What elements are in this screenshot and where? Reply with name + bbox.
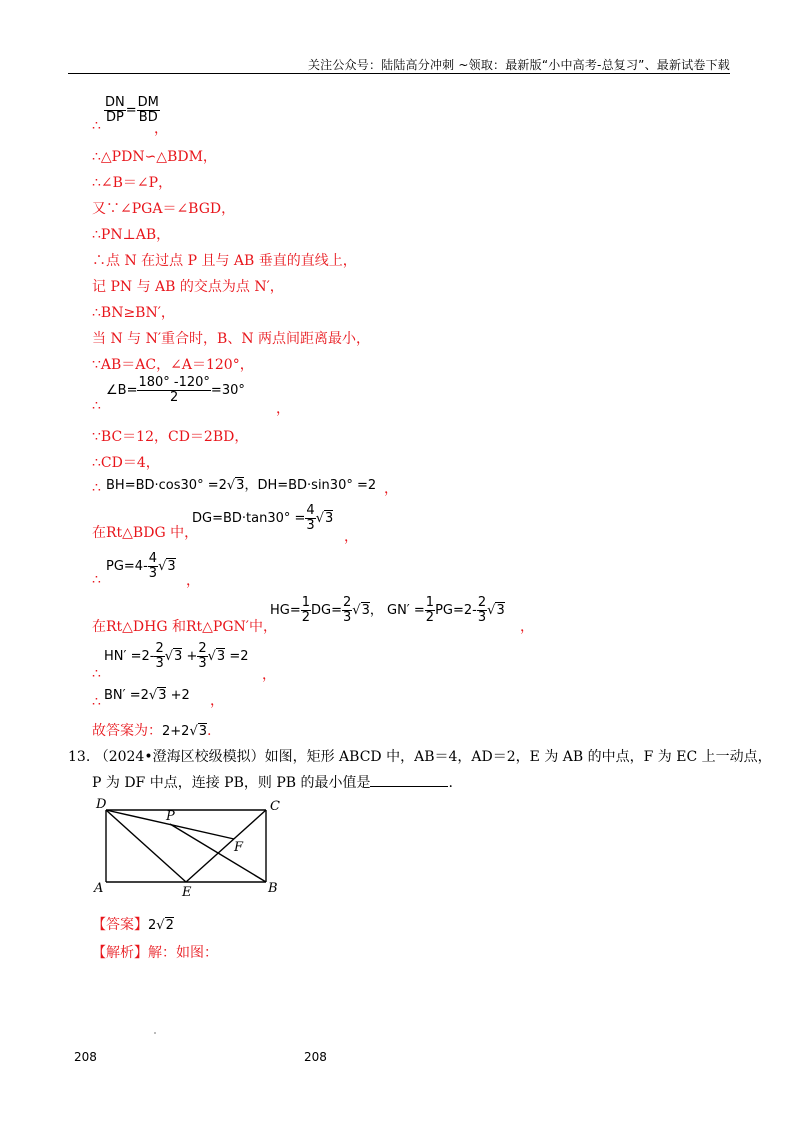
analysis-row: 【解析】解：如图： <box>92 945 218 961</box>
answer-row: 【答案】2√2 <box>92 917 174 933</box>
label-f: F <box>234 840 244 855</box>
fraction: $\frac{4}{3}$ <box>306 503 315 533</box>
solution-line: ∴△PDN∽△BDM， <box>92 149 217 165</box>
bh-dh-equation: BH=BD·cos30° =2√3，DH=BD·sin30° =2 <box>106 478 377 493</box>
solution-line: 在Rt△BDG 中， <box>92 525 199 541</box>
label-b: B <box>268 881 278 896</box>
page-header: 关注公众号：陆陆高分冲刺 ~领取：最新版“小中高考-总复习”、最新试卷下载 <box>307 58 730 72</box>
hn-equation: HN′ =2- $\frac{2}{3}$ √3 + $\frac{2}{3}$ √3 =2 <box>104 641 249 671</box>
solution-line: ∵AB＝AC，∠A＝120°， <box>92 357 254 373</box>
label-c: C <box>270 799 280 814</box>
ratio-equation: $\frac{DN}{DP}$ = $\frac{DM}{BD}$ <box>105 95 159 125</box>
therefore-symbol: ∴ <box>92 480 101 496</box>
answer-blank <box>370 774 448 787</box>
label-a: A <box>94 881 104 896</box>
question-13-line1: 13. （2024•澄海区校级模拟）如图，矩形 ABCD 中，AB＝4，AD＝2，E 为 AB 的中点，F 为 EC 上一动点， <box>68 749 772 765</box>
fraction: $\frac{2}{3}$ <box>198 641 207 671</box>
page-number-center: 208 <box>304 1050 327 1064</box>
fraction: $\frac{2}{3}$ <box>155 641 164 671</box>
solution-line: 当 N 与 N′重合时，B、N 两点间距离最小， <box>92 331 371 347</box>
pg-equation: PG=4- $\frac{4}{3}$ √3 <box>106 551 176 581</box>
solution-line: 记 PN 与 AB 的交点为点 N′， <box>92 279 284 295</box>
page-number-left: 208 <box>74 1050 97 1064</box>
solution-line: 又∵∠PGA＝∠BGD， <box>92 201 236 217</box>
speck <box>154 1032 156 1034</box>
fraction: $\frac{180^\circ -120^\circ}{2}$ <box>138 375 210 405</box>
solution-line: ∴BN≥BN′， <box>92 305 175 321</box>
fraction: $\frac{2}{3}$ <box>477 595 487 625</box>
solution-line: ∴PN⊥AB， <box>92 227 171 243</box>
dg-equation: DG=BD·tan30° = $\frac{4}{3}$ √3 <box>192 503 334 533</box>
fraction: $\frac{DM}{BD}$ <box>137 95 159 125</box>
fraction: $\frac{2}{3}$ <box>343 595 352 625</box>
label-e: E <box>182 885 192 898</box>
segment-ec <box>186 810 266 882</box>
fraction: $\frac{DN}{DP}$ <box>105 95 125 125</box>
header-rule <box>68 73 730 74</box>
fraction: $\frac{4}{3}$ <box>148 551 158 581</box>
therefore-symbol: ∴ <box>92 572 101 588</box>
fraction: $\frac{1}{2}$ <box>301 595 311 625</box>
therefore-symbol: ∴ <box>92 694 101 710</box>
label-p: P <box>166 809 175 824</box>
therefore-symbol: ∴ <box>92 398 101 414</box>
answer-line: 故答案为：2+2√3. <box>92 723 212 739</box>
solution-line: ∵BC＝12，CD＝2BD， <box>92 429 249 445</box>
solution-line: ∴CD＝4， <box>92 455 160 471</box>
solution-line: ∴点 N 在过点 P 且与 AB 垂直的直线上， <box>92 253 357 269</box>
solution-line: ∴ ， <box>92 118 168 137</box>
segment-pb <box>170 824 266 882</box>
angle-equation: ∠B= $\frac{180^\circ -120^\circ}{2}$ =30° <box>106 375 245 405</box>
question-13-line2: P 为 DF 中点，连接 PB，则 PB 的最小值是 . <box>92 775 453 791</box>
solution-line: 在Rt△DHG 和Rt△PGN′中， <box>92 619 277 635</box>
bn-equation: BN′ =2√3 +2 <box>104 688 190 703</box>
solution-line: ∴∠B＝∠P， <box>92 175 173 191</box>
therefore-symbol: ∴ <box>92 666 101 682</box>
fraction: $\frac{1}{2}$ <box>425 595 435 625</box>
rectangle-figure <box>90 794 290 898</box>
hg-gn-equation: HG= $\frac{1}{2}$ DG= $\frac{2}{3}$ √3， GN′ = $\frac{1}{2}$ PG=2- $\frac{2}{3}$ √3 <box>270 595 505 625</box>
label-d: D <box>96 797 107 812</box>
